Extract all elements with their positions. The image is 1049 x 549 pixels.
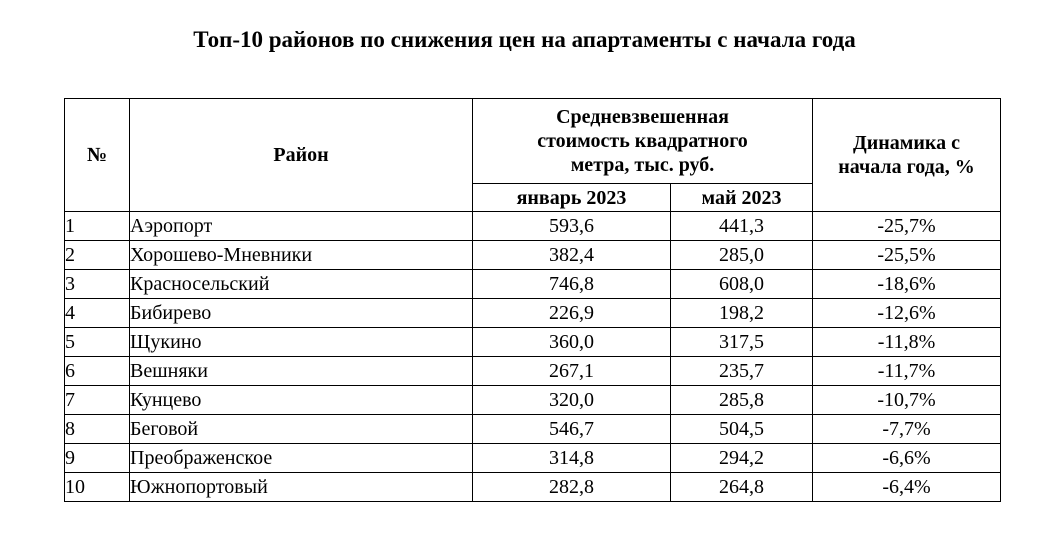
cell-may-price: 504,5: [671, 415, 813, 444]
cell-number: 3: [65, 270, 130, 299]
cell-change: -10,7%: [813, 386, 1001, 415]
cell-jan-price: 226,9: [473, 299, 671, 328]
cell-district: Преображенское: [130, 444, 473, 473]
cell-may-price: 317,5: [671, 328, 813, 357]
header-jan: январь 2023: [473, 184, 671, 212]
cell-district: Красносельский: [130, 270, 473, 299]
cell-district: Вешняки: [130, 357, 473, 386]
cell-jan-price: 314,8: [473, 444, 671, 473]
header-district: Район: [130, 99, 473, 212]
cell-change: -11,8%: [813, 328, 1001, 357]
cell-change: -6,4%: [813, 473, 1001, 502]
table-row: [65, 444, 1001, 473]
cell-jan-price: 360,0: [473, 328, 671, 357]
header-dynamics: [813, 99, 1001, 212]
table-row: [65, 415, 1001, 444]
header-number: №: [65, 99, 130, 212]
cell-number: 4: [65, 299, 130, 328]
cell-may-price: 285,0: [671, 241, 813, 270]
cell-may-price: 198,2: [671, 299, 813, 328]
cell-change: -18,6%: [813, 270, 1001, 299]
cell-district: Беговой: [130, 415, 473, 444]
cell-district: Хорошево-Мневники: [130, 241, 473, 270]
cell-district: Южнопортовый: [130, 473, 473, 502]
header-may: май 2023: [671, 184, 813, 212]
cell-change: -7,7%: [813, 415, 1001, 444]
cell-may-price: 285,8: [671, 386, 813, 415]
table-row: [65, 212, 1001, 241]
table-row: [65, 473, 1001, 502]
cell-number: 8: [65, 415, 130, 444]
cell-change: -6,6%: [813, 444, 1001, 473]
cell-jan-price: 267,1: [473, 357, 671, 386]
table-row: [65, 328, 1001, 357]
cell-number: 5: [65, 328, 130, 357]
cell-may-price: 608,0: [671, 270, 813, 299]
cell-jan-price: 320,0: [473, 386, 671, 415]
table-row: [65, 299, 1001, 328]
header-avg-price: [473, 99, 813, 184]
page-title: Топ-10 районов по снижения цен на апартаменты с начала года: [193, 27, 856, 52]
cell-change: -25,7%: [813, 212, 1001, 241]
table-row: [65, 270, 1001, 299]
cell-change: -25,5%: [813, 241, 1001, 270]
cell-district: Аэропорт: [130, 212, 473, 241]
cell-may-price: 235,7: [671, 357, 813, 386]
table-row: [65, 241, 1001, 270]
table-header: [65, 99, 1001, 212]
cell-may-price: 294,2: [671, 444, 813, 473]
header-avg-price-text: Средневзвешенная стоимость квадратного метра, тыс. руб.: [537, 106, 748, 176]
cell-district: Щукино: [130, 328, 473, 357]
cell-jan-price: 382,4: [473, 241, 671, 270]
cell-district: Бибирево: [130, 299, 473, 328]
cell-number: 10: [65, 473, 130, 502]
cell-number: 6: [65, 357, 130, 386]
cell-number: 9: [65, 444, 130, 473]
cell-jan-price: 746,8: [473, 270, 671, 299]
price-table: [64, 98, 1001, 502]
table-row: [65, 386, 1001, 415]
cell-number: 2: [65, 241, 130, 270]
cell-number: 7: [65, 386, 130, 415]
cell-may-price: 264,8: [671, 473, 813, 502]
table-row: [65, 357, 1001, 386]
header-dynamics-text: Динамика с начала года, %: [838, 132, 975, 178]
cell-change: -11,7%: [813, 357, 1001, 386]
cell-may-price: 441,3: [671, 212, 813, 241]
cell-jan-price: 546,7: [473, 415, 671, 444]
cell-jan-price: 593,6: [473, 212, 671, 241]
cell-jan-price: 282,8: [473, 473, 671, 502]
cell-district: Кунцево: [130, 386, 473, 415]
cell-number: 1: [65, 212, 130, 241]
table-body: [65, 212, 1001, 502]
cell-change: -12,6%: [813, 299, 1001, 328]
